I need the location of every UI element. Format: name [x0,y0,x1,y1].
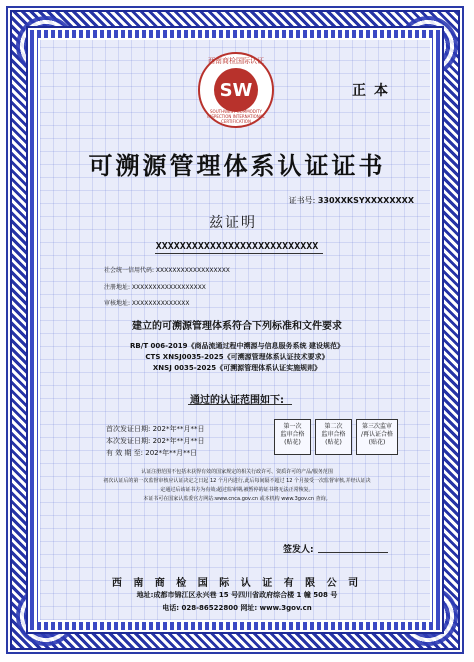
certificate-title: 可溯源管理体系认证证书 [88,152,386,180]
certificate-number [289,195,414,206]
first-issue-date: 首次发证日期: 202*年**月**日 [106,425,205,433]
audit-address: 审核地址: XXXXXXXXXXXXXX [104,300,190,307]
hereby-text: 兹证明 [209,215,257,231]
seal-bottom-text: SOUTHWEST COMMODITY INSPECTION INTERNATIONAL CERTIFICATION [207,109,265,124]
note-line: 认证注册范围不包括未获得有效的国家规定的相关行政许可、资质许可的产品/服务范围 [141,469,333,475]
note-line: 初次认证后的第一次监督审核应认证决定之日起 12 个月内进行,此后每间隔不超过 12 个月接受一次监督审核,并经认证决 [103,478,371,484]
note-line: 定通过后该证书方为有效;超过监审期,被暂停的证书将无法正常恢复。 [160,487,314,493]
standards-title: 建立的可溯源管理体系符合下列标准和文件要求 [132,321,342,332]
scope-title: 通过的认证范围如下: [190,395,284,406]
organization-address: 地址:成都市锦江区永兴巷 15 号四川省政府综合楼 1 幢 508 号 [136,591,338,599]
audit-box-3: 第三次监审 /再认证合格 (贴花) [356,419,398,455]
seal-center-text: SW [214,68,258,112]
note-line: 本证书可在国家认监委官方网站:www.cnca.gov.cn 或本机构 www.3gov.cn 查询。 [143,496,331,502]
organization-name: 西 南 商 检 国 际 认 证 有 限 公 司 [111,578,363,589]
valid-until-date: 有 效 期 至: 202*年**月**日 [106,449,198,457]
registered-address: 注册地址: XXXXXXXXXXXXXXXXXX [104,284,206,291]
cert-no-label: 证书号: [288,196,316,205]
certification-seal-icon [198,52,274,128]
cert-no-value: 330XXKSYXXXXXXXX [317,196,414,205]
audit-box-1: 第一次 监审合格 (贴花) [274,419,311,455]
standard-line: CTS XNSJ0035-2025《可溯源管理体系认证技术要求》 [145,353,329,361]
organization-contact: 电话: 028-86522800 网址: www.3gov.cn [162,604,312,612]
credit-code: 社会统一信用代码: XXXXXXXXXXXXXXXXXX [104,267,230,274]
signer-underline [318,552,388,553]
audit-stamp-boxes [274,419,398,455]
standard-line: XNSJ 0035-2025《可溯源管理体系认证实施规则》 [152,364,322,372]
this-issue-date: 本次发证日期: 202*年**月**日 [106,437,205,445]
seal-top-text: 西南商检国际认证 [208,57,264,65]
standard-line: RB/T 006-2019《商品流通过程中溯源与信息服务系统 建设规范》 [130,342,344,350]
company-name: XXXXXXXXXXXXXXXXXXXXXXXXXXX [155,241,319,252]
company-underline [155,253,323,254]
scope-underline [188,404,292,405]
signer-label: 签发人: [283,545,314,555]
copy-label: 正本 [352,83,396,99]
audit-box-2: 第二次 监审合格 (贴花) [315,419,352,455]
